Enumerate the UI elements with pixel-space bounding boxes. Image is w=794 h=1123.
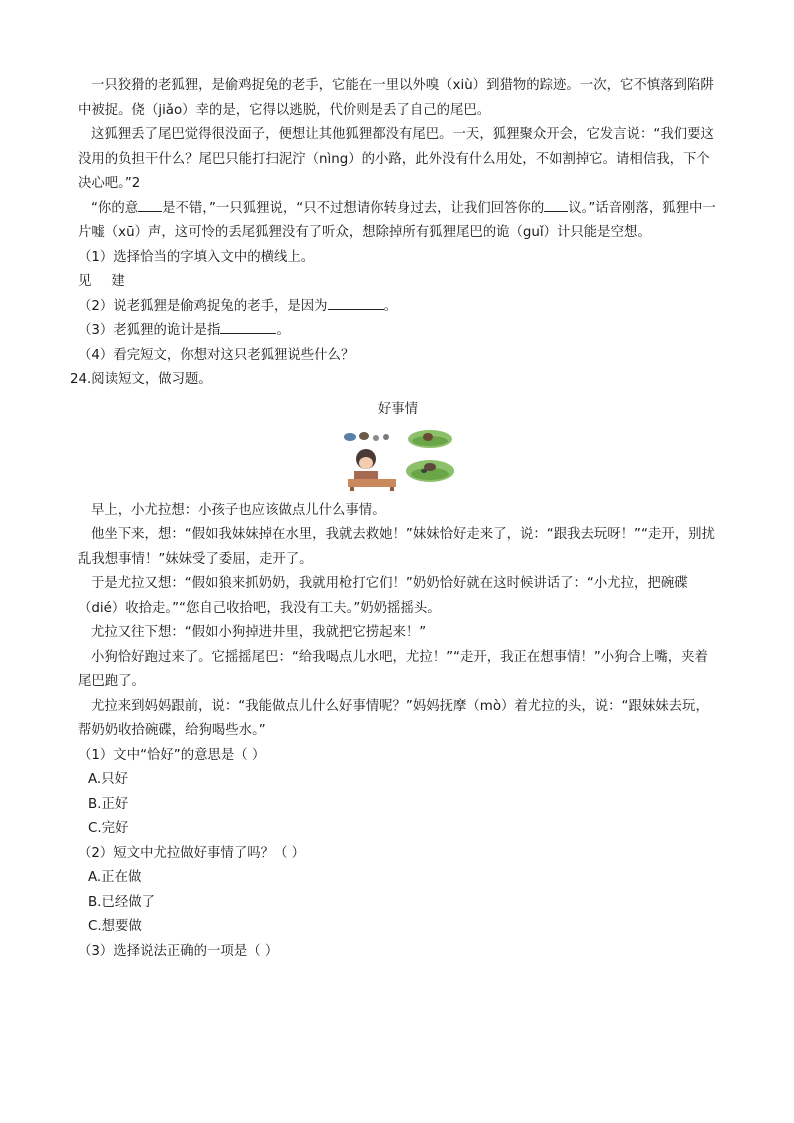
q2-option-a[interactable]: A.正在做: [88, 870, 142, 885]
story-paragraph-3: 于是尤拉又想：“假如狼来抓奶奶，我就用枪打它们！”奶奶恰好就在这时候讲话了：“小尤拉，把碗碟（dié）收拾走。”“您自己收拾吧，我没有工夫。”奶奶摇摇头。: [78, 576, 688, 616]
fox-question-2: [78, 295, 718, 320]
fox-q2-end: 。: [383, 298, 397, 314]
fox-paragraph-3: [78, 197, 718, 246]
boy-at-desk-icon: [348, 449, 396, 491]
q1-option-c[interactable]: C.完好: [88, 821, 129, 836]
q1-option-a[interactable]: A.只好: [88, 772, 128, 787]
story-paragraph-2: 他坐下来，想：“假如我妹妹掉在水里，我就去救她！”妹妹恰好走来了，说：“跟我去玩呀！”“走开，别扰乱我想事情！”妹妹受了委屈，走开了。: [78, 527, 715, 567]
story-paragraph-6: 尤拉来到妈妈跟前，说：“我能做点儿什么好事情呢？”妈妈抚摩（mò）着尤拉的头，说：“跟妹妹去玩，帮奶奶收拾碗碟，给狗喝些水。”: [78, 698, 709, 738]
q2-option-b[interactable]: B.已经做了: [88, 894, 156, 910]
story-paragraph-1: 早上，小尤拉想：小孩子也应该做点儿什么事情。: [91, 502, 386, 518]
children-heads-icon: [344, 432, 389, 441]
q2-option-c[interactable]: C.想要做: [88, 919, 142, 934]
fox-question-4: （4）看完短文，你想对这只老狐狸说些什么？: [78, 347, 355, 363]
answer-blank-q2[interactable]: [328, 297, 384, 310]
fill-blank-1[interactable]: [138, 199, 162, 212]
fox-q3-text: （3）老狐狸的诡计是指: [78, 323, 221, 338]
story-title: 好事情: [377, 401, 419, 417]
fox-q2-text: （2）说老狐狸是偷鸡捉兔的老手，是因为: [78, 298, 328, 314]
fox-paragraph-1: 一只狡猾的老狐狸，是偷鸡捉兔的老手，它能在一里以外嗅（xiù）到猎物的踪迹。一次，它不慎落到陷阱中被捉。侥（jiǎo）幸的是，它得以逃脱，代价则是丢了自己的尾巴。: [78, 78, 714, 118]
choice-jian-see: 见: [78, 274, 92, 289]
fox-paragraph-2: 这狐狸丢了尾巴觉得很没面子，便想让其他狐狸都没有尾巴。一天，狐狸聚众开会，它发言说：“我们要这没用的负担干什么？尾巴只能打扫泥泞（nìng）的小路，此外没有什么用处，不如割掉它。请相信我，下个决心吧。”2: [78, 127, 714, 191]
document-page: [70, 74, 718, 964]
section-24-heading: 24.阅读短文，做习题。: [70, 372, 212, 387]
fox-question-3: [78, 319, 718, 344]
fox-p3-part-a: “你的意: [91, 200, 139, 216]
fox-p3-part-b: 是不错，”一只狐狸说，“只不过想请你转身过去，让我们回答你的: [162, 200, 545, 216]
fox-q3-end: 。: [276, 323, 290, 338]
story-illustration: [340, 427, 456, 491]
answer-blank-q3[interactable]: [220, 321, 276, 334]
fox-p3-part-c: 议。”话音刚落，狐狸中一片嘘（xū）声，这可怜的丢尾狐狸没有了听众，想除掉所有狐狸尾巴的诡（guǐ）计只能是空想。: [78, 200, 716, 240]
character-choices: [78, 270, 718, 295]
story-question-3: （3）选择说法正确的一项是（ ）: [78, 943, 279, 959]
choice-jian-build: 建: [111, 274, 125, 289]
fox-question-1: （1）选择恰当的字填入文中的横线上。: [78, 249, 315, 265]
story-question-1: （1）文中“恰好”的意思是（ ）: [78, 747, 266, 763]
q1-option-b[interactable]: B.正好: [88, 796, 129, 812]
story-paragraph-4: 尤拉又往下想：“假如小狗掉进井里，我就把它捞起来！”: [91, 625, 427, 640]
story-question-2: （2）短文中尤拉做好事情了吗？（ ）: [78, 845, 306, 861]
grass-scene-icon: [408, 430, 452, 448]
story-paragraph-5: 小狗恰好跑过来了。它摇摇尾巴：“给我喝点儿水吧，尤拉！”“走开，我正在想事情！”小狗合上嘴，夹着尾巴跑了。: [78, 649, 708, 689]
dog-on-grass-icon: [406, 460, 454, 482]
fill-blank-2[interactable]: [544, 199, 568, 212]
